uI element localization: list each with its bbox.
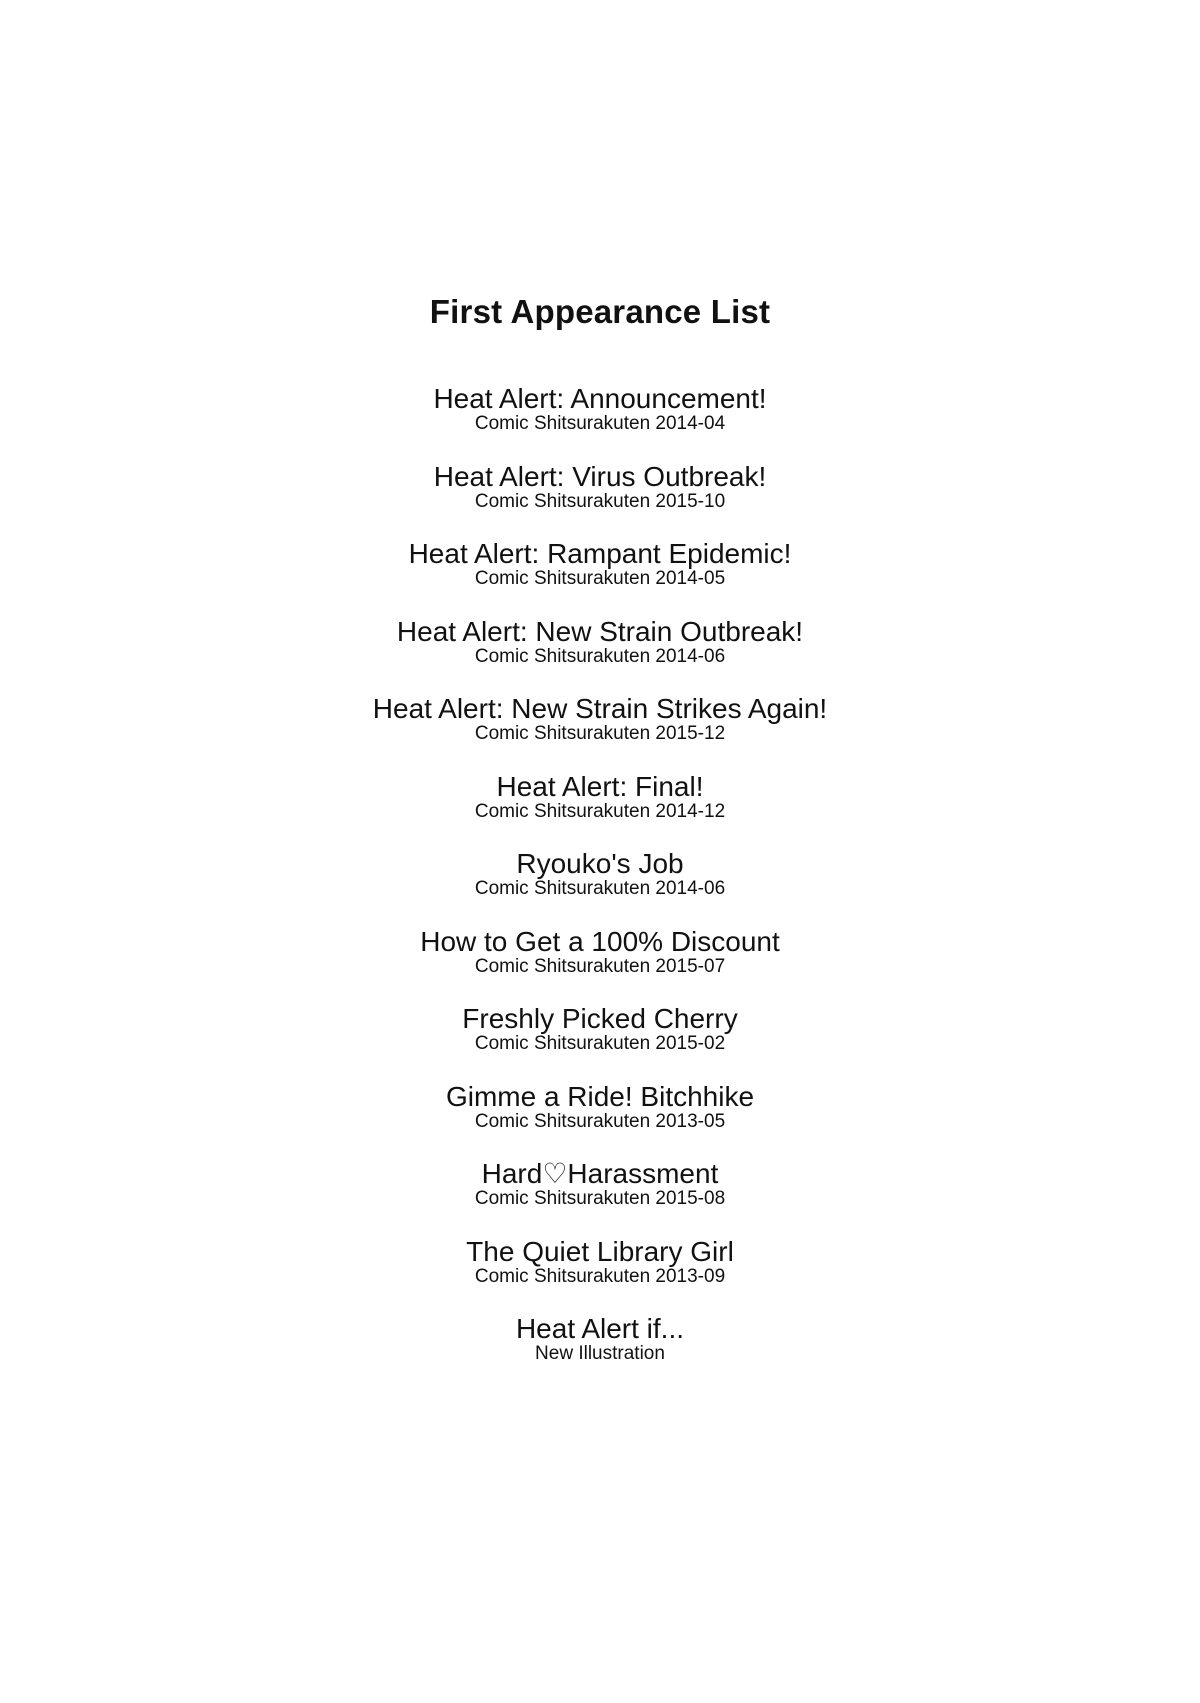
entry-source: Comic Shitsurakuten 2015-10 bbox=[474, 490, 726, 512]
list-item bbox=[0, 1312, 1200, 1390]
entry-title: Heat Alert: New Strain Strikes Again! bbox=[372, 693, 828, 724]
entry-source: New Illustration bbox=[535, 1343, 665, 1364]
list-item bbox=[0, 1157, 1200, 1235]
entry-title: Heat Alert: Announcement! bbox=[433, 383, 767, 414]
entry-source: Comic Shitsurakuten 2014-06 bbox=[474, 878, 726, 899]
entry-source: Comic Shitsurakuten 2015-02 bbox=[474, 1033, 726, 1054]
entry-title: Freshly Picked Cherry bbox=[462, 1003, 738, 1034]
entry-source: Comic Shitsurakuten 2013-05 bbox=[474, 1110, 726, 1132]
list-item bbox=[0, 1080, 1200, 1158]
list-item bbox=[0, 847, 1200, 925]
entry-source: Comic Shitsurakuten 2014-04 bbox=[474, 413, 726, 434]
entry-title: Heat Alert: Rampant Epidemic! bbox=[408, 538, 792, 569]
page-title: First Appearance List bbox=[429, 293, 771, 330]
list-item bbox=[0, 1235, 1200, 1313]
entry-title: Ryouko's Job bbox=[516, 848, 684, 879]
list-item bbox=[0, 770, 1200, 848]
entry-source: Comic Shitsurakuten 2014-05 bbox=[474, 568, 726, 589]
appearance-list bbox=[0, 382, 1200, 1390]
list-item bbox=[0, 537, 1200, 615]
list-item bbox=[0, 615, 1200, 693]
list-item bbox=[0, 692, 1200, 770]
entry-source: Comic Shitsurakuten 2014-06 bbox=[474, 645, 726, 667]
entry-title: The Quiet Library Girl bbox=[466, 1235, 734, 1267]
entry-source: Comic Shitsurakuten 2015-08 bbox=[474, 1188, 726, 1209]
list-item bbox=[0, 460, 1200, 538]
list-item bbox=[0, 925, 1200, 1003]
entry-title: Heat Alert if... bbox=[515, 1313, 685, 1344]
entry-title: Heat Alert: Virus Outbreak! bbox=[433, 460, 767, 492]
entry-title: Heat Alert: New Strain Outbreak! bbox=[396, 615, 804, 647]
entry-source: Comic Shitsurakuten 2015-12 bbox=[474, 723, 726, 744]
list-item bbox=[0, 382, 1200, 460]
entry-title: Gimme a Ride! Bitchhike bbox=[445, 1080, 755, 1112]
entry-source: Comic Shitsurakuten 2015-07 bbox=[474, 955, 726, 977]
list-item bbox=[0, 1002, 1200, 1080]
entry-source: Comic Shitsurakuten 2013-09 bbox=[474, 1265, 726, 1287]
entry-title: How to Get a 100% Discount bbox=[420, 925, 780, 957]
entry-title: Heat Alert: Final! bbox=[496, 770, 704, 802]
entry-source: Comic Shitsurakuten 2014-12 bbox=[474, 800, 726, 822]
entry-title: Hard♡Harassment bbox=[481, 1158, 719, 1189]
